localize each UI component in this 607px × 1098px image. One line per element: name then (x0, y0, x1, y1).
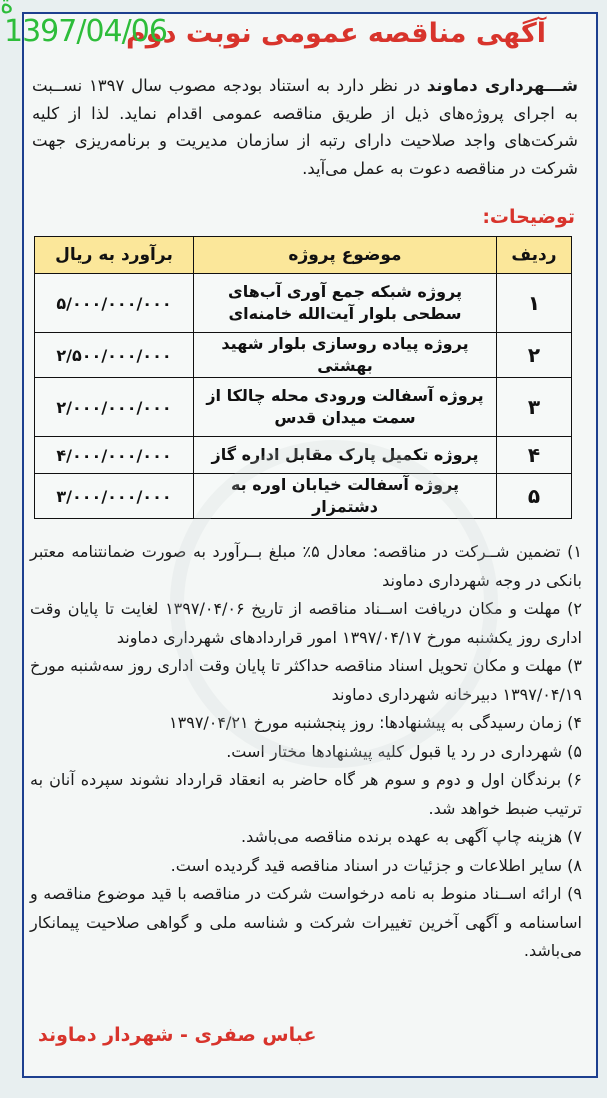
header-row-number: ردیف (497, 237, 572, 274)
clause-item: ۹) ارائه اســناد منوط به نامه درخواست شرکت در مناقصه با قید موضوع مناقصه و اساسنامه و آگهی آخرین تغییرات شرکت و شناسه ملی و گواهی صلاحیت پیمانکار می‌باشد. (30, 884, 582, 960)
header-subject: موضوع پروژه (194, 237, 497, 274)
notice-title: آگهی مناقصه عمومی نوبت دوم (126, 18, 546, 49)
clause-item: ۷) هزینه چاپ آگهی به عهده برنده مناقصه می‌باشد. (241, 827, 582, 846)
row-amount: ۴/۰۰۰/۰۰۰/۰۰۰ (35, 437, 194, 474)
row-subject: پروژه شبکه جمع آوری آب‌های سطحی بلوار آیت‌الله خامنه‌ای (194, 274, 497, 333)
table-row (35, 333, 572, 378)
table-row (35, 378, 572, 437)
row-number: ۳ (497, 378, 572, 437)
header-estimate: برآورد به ریال (35, 237, 194, 274)
row-subject: پروژه تکمیل پارک مقابل اداره گاز (194, 437, 497, 474)
notes-label: توضیحات: (482, 206, 575, 228)
row-amount: ۲/۰۰۰/۰۰۰/۰۰۰ (35, 378, 194, 437)
clause-item: ۵) شهرداری در رد یا قبول کلیه پیشنهادها مختار است. (226, 741, 582, 761)
row-amount: ۵/۰۰۰/۰۰۰/۰۰۰ (35, 274, 194, 333)
row-subject: پروژه آسفالت خیابان اوره به دشتمزار (194, 474, 497, 519)
clause-item: ۶) برندگان اول و دوم و سوم هر گاه حاضر به انعقاد قرارداد نشوند سپرده آنان به ترتیب ضبط خواهد شد. (30, 770, 582, 818)
clause-item: ۱) تضمین شــرکت در مناقصه: معادل ۵٪ مبلغ بــرآورد به صورت ضمانتنامه معتبر بانکی در وجه شهرداری دماوند (30, 542, 583, 590)
row-number: ۲ (497, 333, 572, 378)
clause-item: ۴) زمان رسیدگی به پیشنهادها: روز پنجشنبه مورخ ۱۳۹۷/۰۴/۲۱ (169, 713, 582, 732)
row-subject: پروژه پیاده روسازی بلوار شهید بهشتی (194, 333, 497, 378)
signature: عباس صفری - شهردار دماوند (38, 1024, 317, 1046)
table-header-row (35, 237, 572, 274)
corner-mark: ة (0, 0, 14, 20)
row-number: ۵ (497, 474, 572, 519)
clause-item: ۸) سایر اطلاعات و جزئیات در اسناد مناقصه قید گردیده است. (170, 855, 582, 875)
date-stamp: 1397/04/06 (4, 14, 167, 49)
row-number: ۱ (497, 274, 572, 333)
row-amount: ۳/۰۰۰/۰۰۰/۰۰۰ (35, 474, 194, 519)
row-number: ۴ (497, 437, 572, 474)
row-amount: ۲/۵۰۰/۰۰۰/۰۰۰ (35, 333, 194, 378)
row-subject: پروژه آسفالت ورودی محله چالکا از سمت میدان قدس (194, 378, 497, 437)
clause-item: ۳) مهلت و مکان تحویل اسناد مناقصه حداکثر تا پایان وقت اداری روز سه‌شنبه مورخ ۱۳۹۷/۰۴/۱۹ دبیرخانه شهرداری دماوند (30, 656, 582, 704)
intro-text: در نظر دارد به استناد بودجه مصوب سال ۱۳۹۷ نســبت به اجرای پروژه‌های ذیل از طریق مناقصه عمومی اقدام نماید. لذا از کلیه شرکت‌های واجد صلاحیت دارای رتبه از سازمان مدیریت و برنامه‌ریزی جهت شرکت در مناقصه دعوت به عمل می‌آید. (32, 76, 578, 178)
watermark-logo (170, 440, 498, 768)
table-row (35, 274, 572, 333)
clause-item: ۲) مهلت و مکان دریافت اســناد مناقصه از تاریخ ۱۳۹۷/۰۴/۰۶ لغایت تا پایان وقت اداری روز یکشنبه مورخ ۱۳۹۷/۰۴/۱۷ امور قراردادهای شهرداری دماوند (30, 599, 583, 647)
municipality-name: شـــهرداری دماوند (426, 76, 579, 95)
intro-paragraph (32, 72, 578, 182)
